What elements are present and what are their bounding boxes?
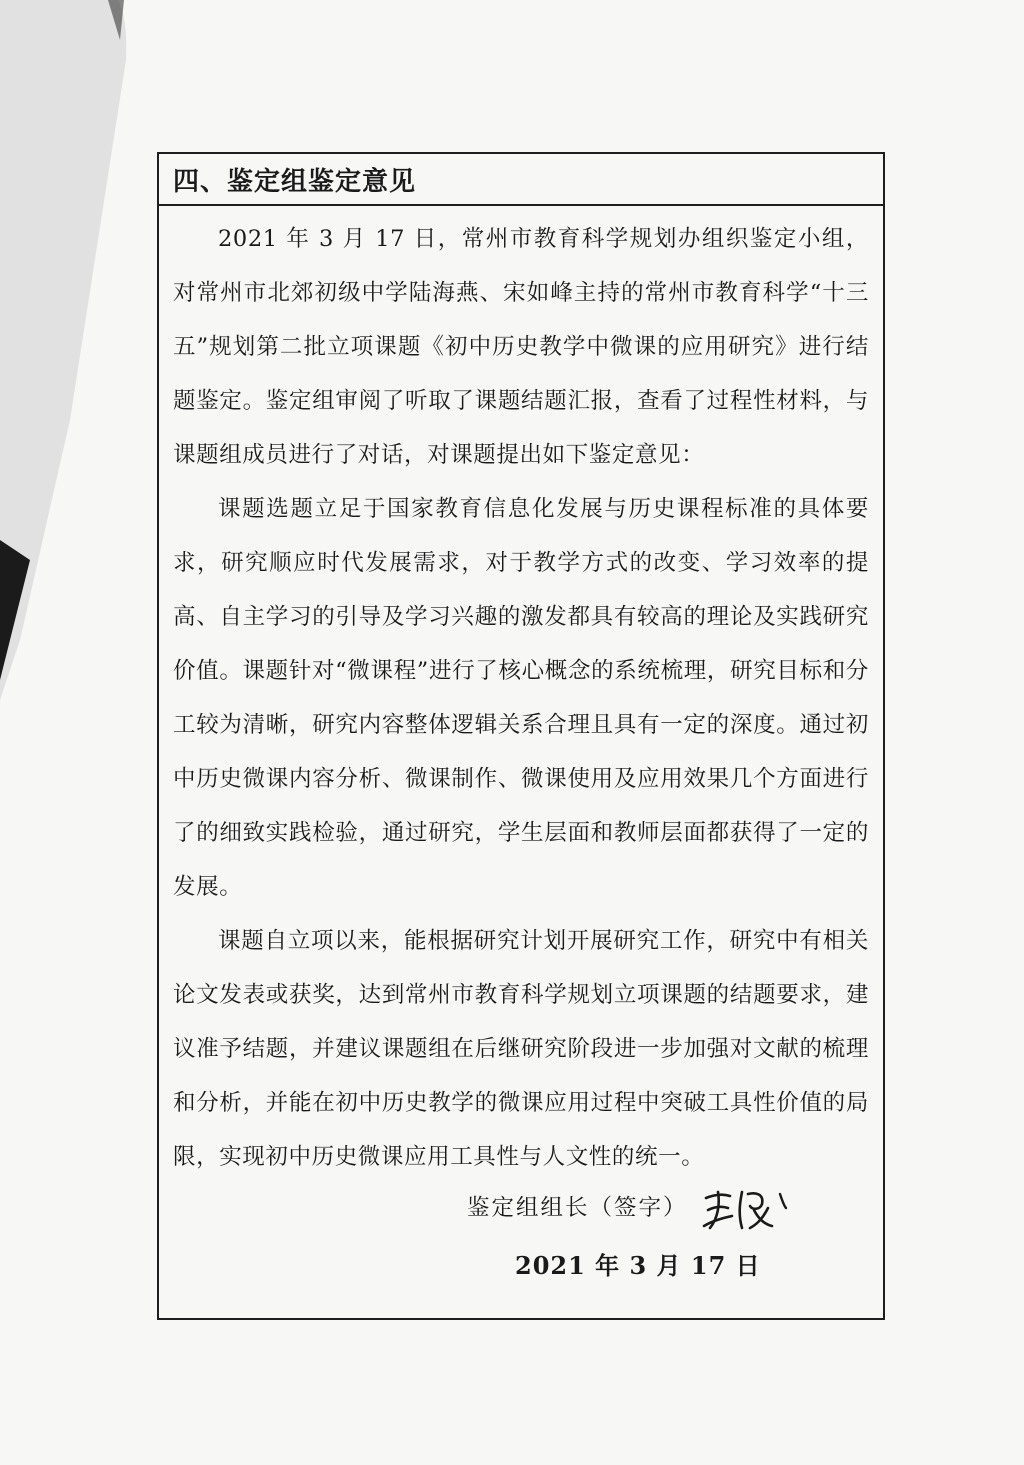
appraisal-form-box [157,152,885,1320]
page-edge-shadow [0,0,140,1465]
section-title: 四、鉴定组鉴定意见 [173,166,417,197]
signature-date: 2021 年 3 月 17 日 [515,1251,761,1280]
handwritten-signature [702,1184,792,1232]
section-header [159,154,883,206]
opinion-content [159,206,883,1184]
signature-label: 鉴定组组长（签字） [467,1195,688,1221]
opinion-paragraph-1: 2021 年 3 月 17 日，常州市教育科学规划办组织鉴定小组，对常州市北郊初级中学陆海燕、宋如峰主持的常州市教育科学“十三五”规划第二批立项课题《初中历史教学中微课的应用研究》进行结题鉴定。鉴定组审阅了听取了课题结题汇报，查看了过程性材料，与课题组成员进行了对话，对课题提出如下鉴定意见： [173,226,869,468]
signature-row [159,1184,883,1234]
opinion-paragraph-2: 课题选题立足于国家教育信息化发展与历史课程标准的具体要求，研究顺应时代发展需求，对于教学方式的改变、学习效率的提高、自主学习的引导及学习兴趣的激发都具有较高的理论及实践研究价值。课题针对“微课程”进行了核心概念的系统梳理，研究目标和分工较为清晰，研究内容整体逻辑关系合理且具有一定的深度。通过初中历史微课内容分析、微课制作、微课使用及应用效果几个方面进行了的细致实践检验，通过研究，学生层面和教师层面都获得了一定的发展。 [173,496,869,900]
opinion-paragraph-3: 课题自立项以来，能根据研究计划开展研究工作，研究中有相关论文发表或获奖，达到常州市教育科学规划立项课题的结题要求，建议准予结题，并建议课题组在后继研究阶段进一步加强对文献的梳理和分析，并能在初中历史教学的微课应用过程中突破工具性价值的局限，实现初中历史微课应用工具性与人文性的统一。 [173,928,869,1170]
